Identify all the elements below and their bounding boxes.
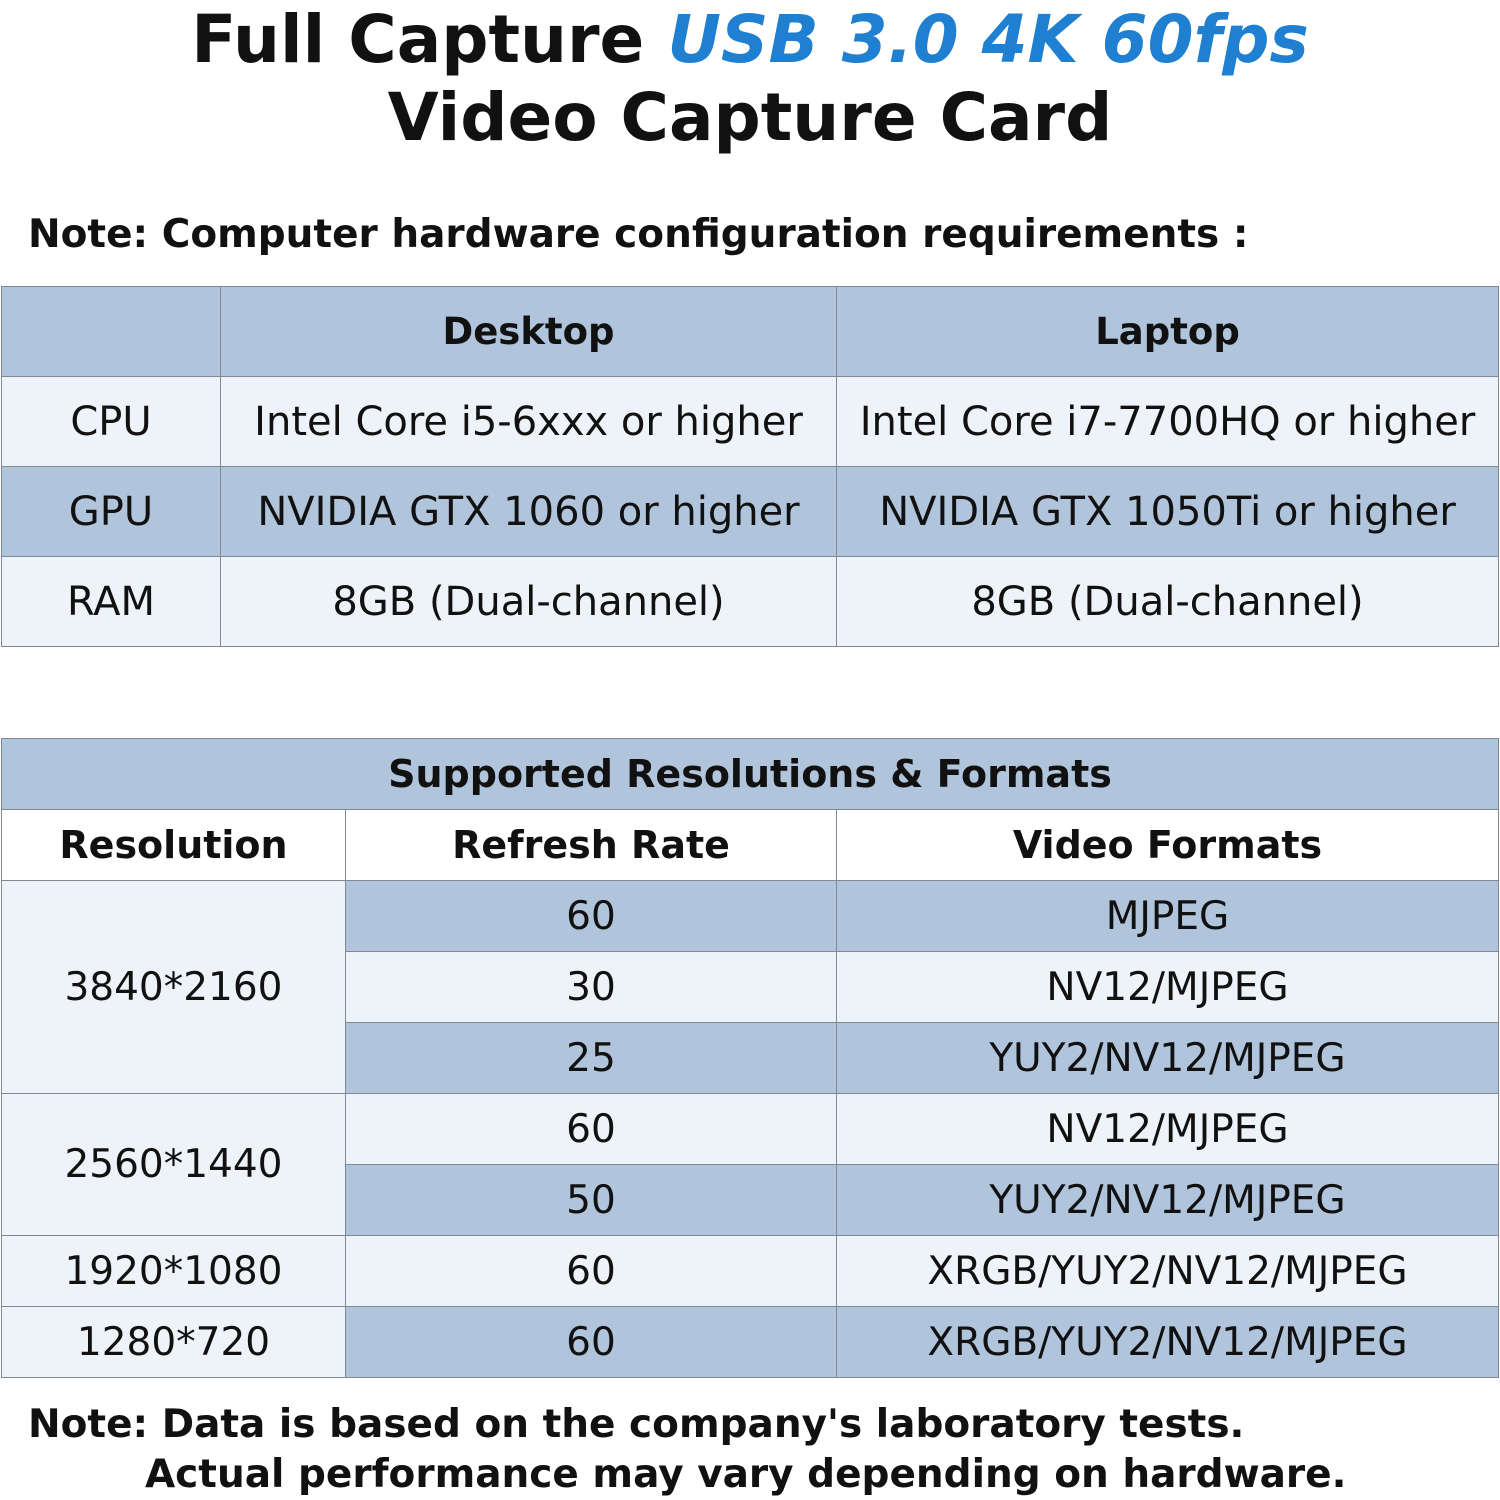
video-formats-cell: YUY2/NV12/MJPEG [837, 1165, 1499, 1236]
cpu-desktop-value: Intel Core i5-6xxx or higher [221, 377, 837, 467]
column-header-video-formats: Video Formats [837, 810, 1499, 881]
gpu-desktop-value: NVIDIA GTX 1060 or higher [221, 467, 837, 557]
table-header-row [2, 810, 1499, 881]
resolution-cell: 3840*2160 [2, 881, 346, 1094]
title-accent: USB 3.0 4K 60fps [667, 1, 1309, 78]
table-row [2, 1236, 1499, 1307]
refresh-rate-cell: 60 [346, 1307, 837, 1378]
table-row [2, 881, 1499, 952]
refresh-rate-cell: 25 [346, 1023, 837, 1094]
refresh-rate-cell: 60 [346, 881, 837, 952]
footer-note-line-2: Actual performance may vary depending on hardware. [145, 1452, 1347, 1497]
table-caption-row [2, 739, 1499, 810]
resolutions-formats-table [1, 738, 1499, 1378]
column-header-laptop: Laptop [837, 287, 1499, 377]
video-formats-cell: XRGB/YUY2/NV12/MJPEG [837, 1236, 1499, 1307]
video-formats-cell: NV12/MJPEG [837, 1094, 1499, 1165]
video-formats-cell: NV12/MJPEG [837, 952, 1499, 1023]
footer-note-line-1: Note: Data is based on the company's laboratory tests. [28, 1402, 1245, 1447]
table-row [2, 467, 1499, 557]
ram-desktop-value: 8GB (Dual-channel) [221, 557, 837, 647]
video-formats-cell: YUY2/NV12/MJPEG [837, 1023, 1499, 1094]
refresh-rate-cell: 60 [346, 1236, 837, 1307]
hardware-note: Note: Computer hardware configuration requirements : [28, 212, 1249, 257]
column-header-refresh-rate: Refresh Rate [346, 810, 837, 881]
resolution-cell: 1280*720 [2, 1307, 346, 1378]
page-title [0, 2, 1500, 78]
page-subtitle: Video Capture Card [387, 79, 1113, 156]
refresh-rate-cell: 60 [346, 1094, 837, 1165]
resolution-cell: 1920*1080 [2, 1236, 346, 1307]
hardware-requirements-table [1, 286, 1499, 647]
column-header-desktop: Desktop [221, 287, 837, 377]
column-header-empty [2, 287, 221, 377]
table-row [2, 1307, 1499, 1378]
cpu-laptop-value: Intel Core i7-7700HQ or higher [837, 377, 1499, 467]
resolution-cell: 2560*1440 [2, 1094, 346, 1236]
table-row [2, 557, 1499, 647]
gpu-laptop-value: NVIDIA GTX 1050Ti or higher [837, 467, 1499, 557]
row-label-ram: RAM [2, 557, 221, 647]
table-header-row [2, 287, 1499, 377]
video-formats-cell: MJPEG [837, 881, 1499, 952]
video-formats-cell: XRGB/YUY2/NV12/MJPEG [837, 1307, 1499, 1378]
ram-laptop-value: 8GB (Dual-channel) [837, 557, 1499, 647]
table-caption: Supported Resolutions & Formats [2, 739, 1499, 810]
column-header-resolution: Resolution [2, 810, 346, 881]
refresh-rate-cell: 50 [346, 1165, 837, 1236]
title-prefix: Full Capture [191, 1, 645, 78]
table-row [2, 1094, 1499, 1165]
row-label-cpu: CPU [2, 377, 221, 467]
row-label-gpu: GPU [2, 467, 221, 557]
refresh-rate-cell: 30 [346, 952, 837, 1023]
table-row [2, 377, 1499, 467]
